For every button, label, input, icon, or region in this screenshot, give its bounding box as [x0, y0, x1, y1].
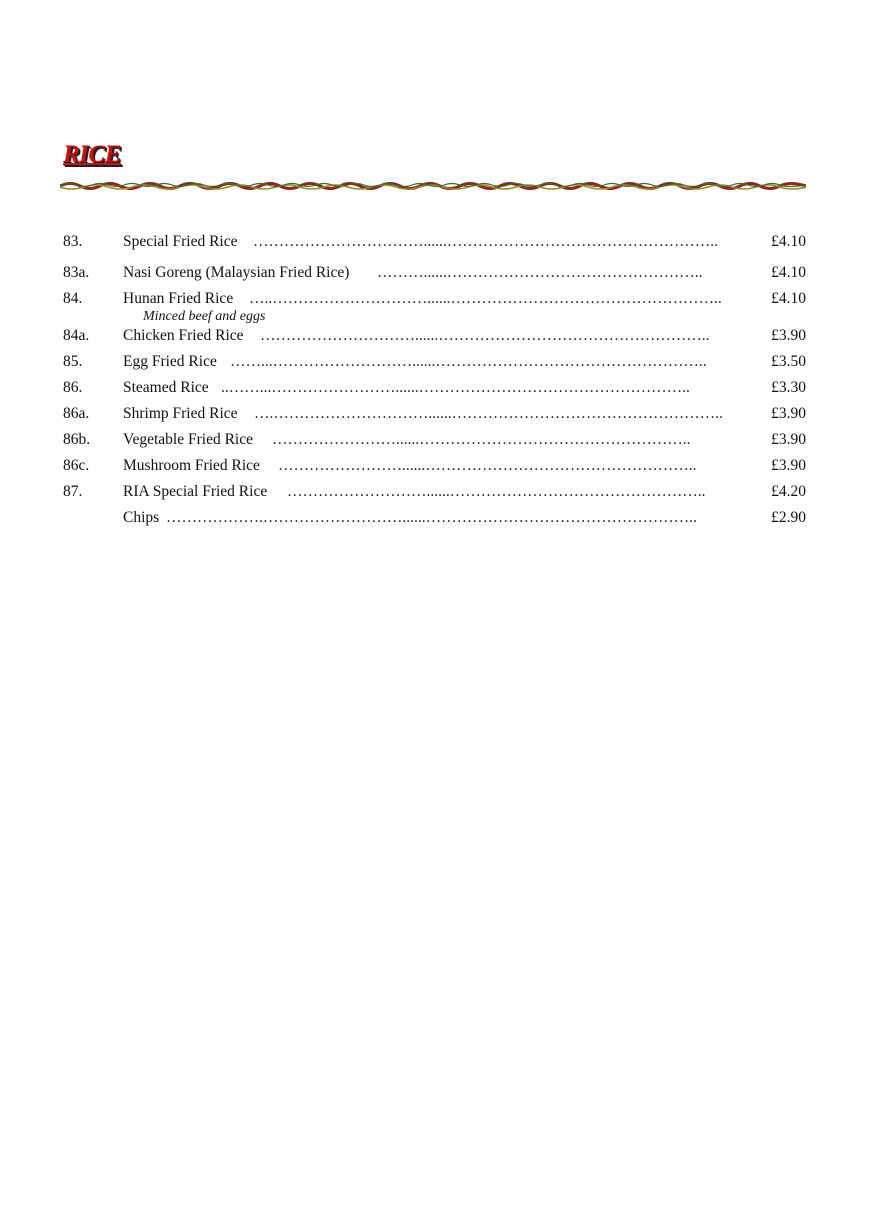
decorative-divider [60, 179, 806, 193]
item-name: Shrimp Fried Rice [123, 405, 238, 422]
item-number: 83a. [63, 264, 90, 281]
item-number: 85. [63, 353, 83, 370]
dot-leader: ……………………......…………………………………………….. [272, 431, 691, 448]
item-price: £4.10 [771, 290, 806, 307]
item-number: 83. [63, 233, 83, 250]
item-price: £4.20 [771, 483, 806, 500]
menu-item [0, 327, 870, 349]
item-number: 84a. [63, 327, 90, 344]
item-name: RIA Special Fried Rice [123, 483, 268, 500]
item-note: Minced beef and eggs [143, 309, 266, 324]
item-price: £3.90 [771, 431, 806, 448]
dot-leader: ..……...……………………......…………………………………………….. [221, 379, 690, 396]
dot-leader: ….…………………………......…………………………………………….. [254, 405, 723, 422]
item-name: Vegetable Fried Rice [123, 431, 253, 448]
item-name: Steamed Rice [123, 379, 209, 396]
dot-leader: ……………………......…………………………………………….. [278, 457, 697, 474]
item-name: Special Fried Rice [123, 233, 238, 250]
item-price: £4.10 [771, 233, 806, 250]
menu-item [0, 233, 870, 255]
dot-leader: ……...………………………......…………………………………………….. [230, 353, 707, 370]
item-price: £3.90 [771, 405, 806, 422]
menu-item [0, 509, 870, 531]
menu-item [0, 431, 870, 453]
menu-item [0, 405, 870, 427]
item-name: Hunan Fried Rice [123, 290, 234, 307]
item-number: 87. [63, 483, 83, 500]
dot-leader: …………………………......…………………………………………….. [260, 327, 710, 344]
item-price: £3.30 [771, 379, 806, 396]
menu-item [0, 264, 870, 286]
item-price: £2.90 [771, 509, 806, 526]
item-name: Nasi Goreng (Malaysian Fried Rice) [123, 264, 350, 281]
menu-item [0, 379, 870, 401]
item-price: £4.10 [771, 264, 806, 281]
menu-item [0, 457, 870, 479]
item-price: £3.90 [771, 457, 806, 474]
dot-leader: ………......………………………………………….. [377, 264, 703, 281]
item-name: Chicken Fried Rice [123, 327, 244, 344]
dot-leader: ……………….………………………......…………………………………………….. [166, 509, 697, 526]
menu-item [0, 483, 870, 505]
menu-item [0, 290, 870, 312]
item-name: Chips [123, 509, 160, 526]
item-name: Egg Fried Rice [123, 353, 217, 370]
dot-leader: ………………………......………………………………………….. [287, 483, 706, 500]
dot-leader: ……………………………......…………………………………………….. [253, 233, 718, 250]
item-name: Mushroom Fried Rice [123, 457, 260, 474]
item-number: 86a. [63, 405, 90, 422]
dot-leader: …..…………………………......…………………………………………….. [249, 290, 722, 307]
item-number: 86. [63, 379, 83, 396]
menu-item [0, 353, 870, 375]
section-title: RICE [63, 141, 121, 168]
item-price: £3.50 [771, 353, 806, 370]
item-price: £3.90 [771, 327, 806, 344]
item-number: 84. [63, 290, 83, 307]
item-number: 86b. [63, 431, 91, 448]
item-number: 86c. [63, 457, 90, 474]
